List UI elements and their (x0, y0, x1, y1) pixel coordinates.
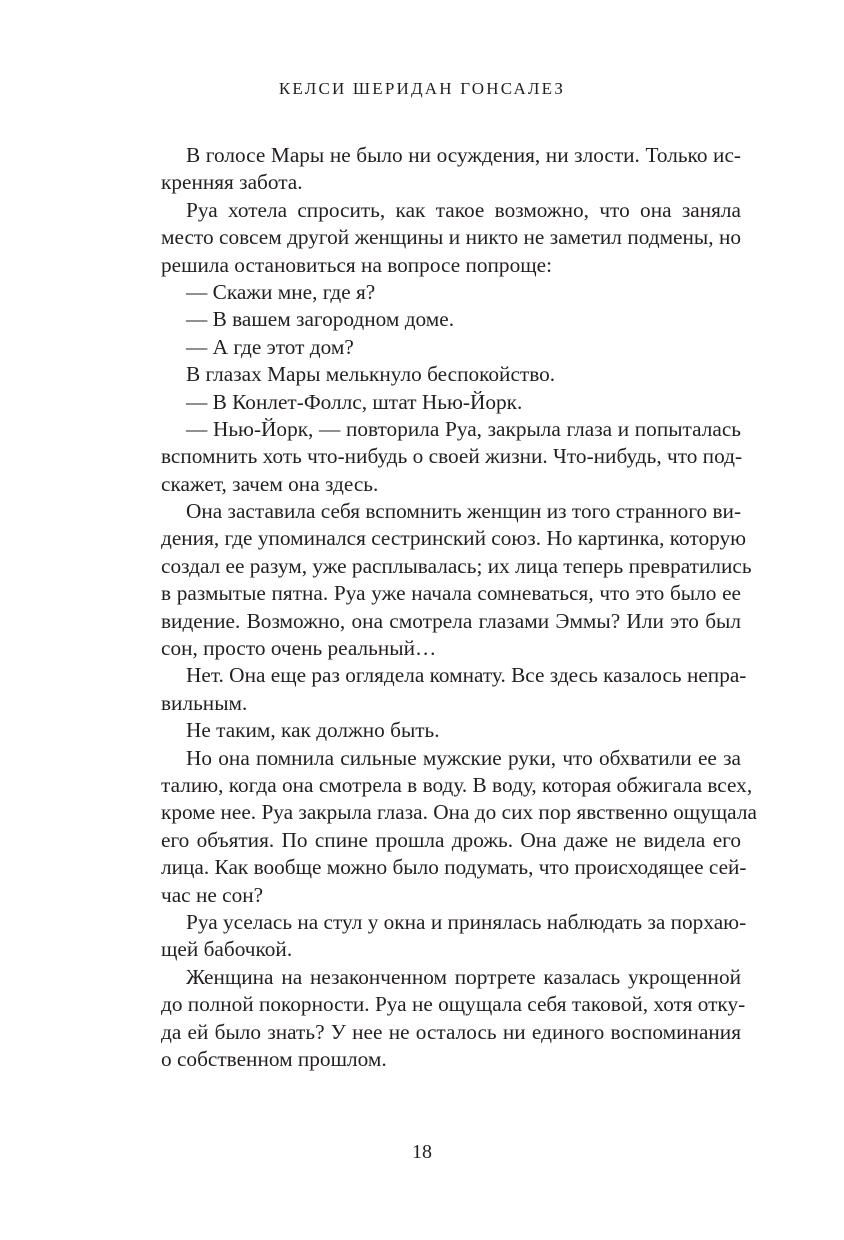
text-line: щей бабочкой. (161, 937, 293, 962)
text-line: видение. Возможно, она смотрела глазами Эммы? Или это был (161, 608, 741, 633)
text-line: В глазах Мары мелькнуло беспокойство. (186, 362, 556, 387)
text-line: В голосе Мары не было ни осуждения, ни злости. Только ис- (186, 143, 741, 167)
text-line: лица. Как вообще можно было подумать, что происходящее сей- (161, 855, 747, 880)
text-line: Но она помнила сильные мужские руки, что обхватили ее за (186, 745, 741, 770)
text-line: сон, просто очень реальный… (161, 636, 437, 661)
text-line: Нет. Она еще раз оглядела комнату. Все здесь казалось непра- (186, 663, 747, 688)
text-line: кроме нее. Руа закрыла глаза. Она до сих пор явственно ощущала (161, 800, 757, 825)
text-line: в размытые пятна. Руа уже начала сомневаться, что это было ее (161, 581, 741, 606)
text-line: скажет, зачем она здесь. (161, 471, 379, 496)
text-line: — Скажи мне, где я? (186, 279, 376, 304)
text-line: — В Конлет-Фоллс, штат Нью-Йорк. (186, 389, 523, 414)
text-line: вспомнить хоть что-нибудь о своей жизни. Что-нибудь, что под- (161, 444, 743, 469)
text-line: — А где этот дом? (186, 334, 354, 359)
text-line: Не таким, как должно быть. (186, 718, 440, 743)
text-line: о собственном прошлом. (161, 1046, 387, 1071)
text-line: Она заставила себя вспомнить женщин из того странного ви- (186, 499, 742, 524)
text-line: — Нью-Йорк, — повторила Руа, закрыла глаза и попыталась (186, 416, 741, 441)
text-line: создал ее разум, уже расплывалась; их лица теперь превратились (161, 553, 752, 578)
text-line: решила остановиться на вопросе попроще: (161, 252, 552, 277)
text-line: Руа уселась на стул у окна и принялась наблюдать за порхаю- (186, 909, 747, 934)
text-line: кренняя забота. (161, 170, 303, 195)
text-line: да ей было знать? У нее не осталось ни единого воспоминания (161, 1019, 741, 1044)
text-line: место совсем другой женщины и никто не заметил подмены, но (161, 225, 741, 250)
text-line: Женщина на незаконченном портрете казалась укрощенной (186, 964, 741, 989)
text-line: дения, где упоминался сестринский союз. Но картинка, которую (161, 526, 747, 551)
running-header: КЕЛСИ ШЕРИДАН ГОНСАЛЕЗ (278, 79, 566, 98)
text-line: час не сон? (161, 882, 264, 907)
page-number: 18 (412, 1141, 432, 1163)
body-text (161, 142, 757, 1073)
text-line: его объятия. По спине прошла дрожь. Она даже не видела его (161, 827, 741, 852)
text-line: до полной покорности. Руа не ощущала себя таковой, хотя отку- (161, 992, 746, 1017)
text-line: талию, когда она смотрела в воду. В воду, которая обжигала всех, (161, 772, 753, 797)
text-line: Руа хотела спросить, как такое возможно, что она заняла (186, 197, 741, 222)
text-line: вильным. (161, 690, 248, 715)
text-line: — В вашем загородном доме. (186, 307, 455, 332)
